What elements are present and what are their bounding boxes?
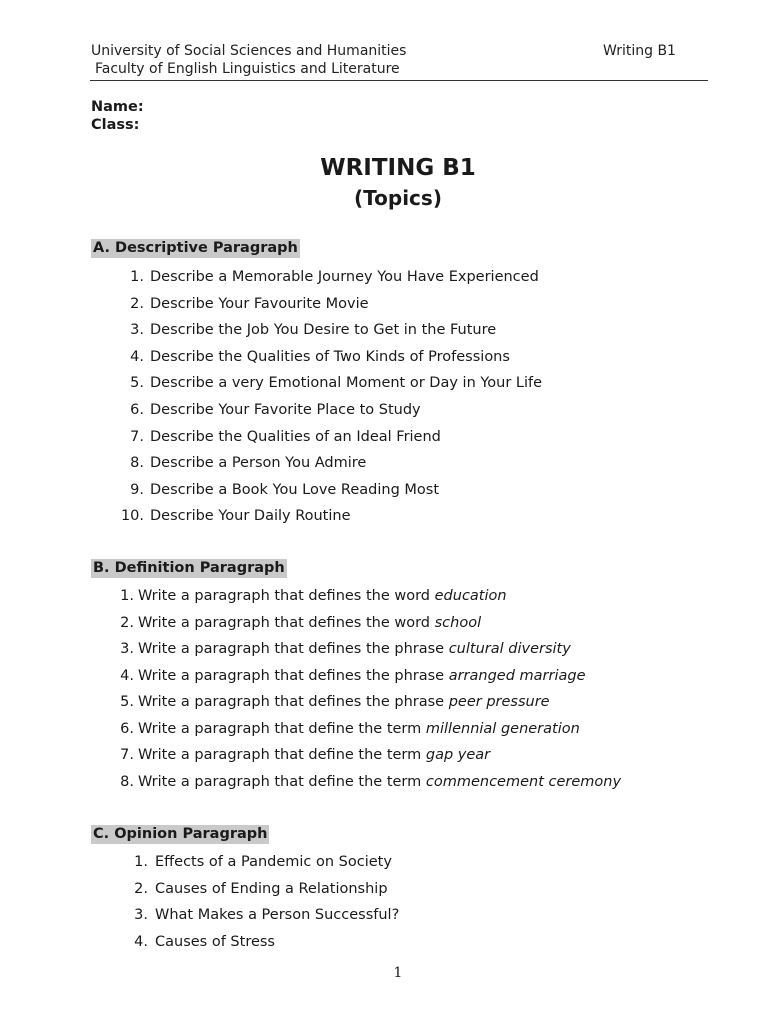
list-item-term: commencement ceremony bbox=[425, 773, 622, 790]
list-item bbox=[120, 295, 369, 313]
list-item bbox=[120, 507, 351, 525]
faculty-name: Faculty of English Linguistics and Literature bbox=[95, 61, 400, 77]
page-title: WRITING B1 bbox=[320, 155, 476, 181]
list-item-number: 4. bbox=[120, 667, 134, 684]
list-item-text: Describe a Memorable Journey You Have Experienced bbox=[150, 269, 539, 285]
list-item-text: Describe the Qualities of Two Kinds of Professions bbox=[150, 348, 510, 365]
list-item bbox=[120, 268, 539, 286]
list-item-text: Describe Your Favorite Place to Study bbox=[150, 402, 421, 418]
list-item-number: 8. bbox=[130, 455, 144, 472]
list-item-term: gap year bbox=[425, 747, 491, 763]
list-item-term: peer pressure bbox=[448, 694, 550, 710]
section-a-heading: A. Descriptive Paragraph bbox=[93, 240, 298, 256]
list-item-number: 1. bbox=[130, 269, 144, 285]
list-item-text: What Makes a Person Successful? bbox=[155, 907, 400, 923]
list-item-text: Write a paragraph that defines the phrase bbox=[138, 667, 449, 684]
list-item-number: 2. bbox=[130, 295, 144, 312]
list-item-number: 3. bbox=[130, 322, 144, 339]
list-item-number: 1. bbox=[134, 854, 148, 870]
list-item-text: Write a paragraph that defines the phrase bbox=[138, 641, 449, 657]
name-field-label: Name: bbox=[91, 99, 144, 115]
list-item-number: 6. bbox=[130, 402, 144, 418]
list-item bbox=[120, 401, 421, 419]
list-item bbox=[108, 667, 586, 685]
list-item-text: Effects of a Pandemic on Society bbox=[155, 854, 392, 870]
list-item bbox=[108, 720, 580, 738]
list-item-term: arranged marriage bbox=[448, 667, 586, 684]
list-item-text: Write a paragraph that defines the word bbox=[138, 614, 435, 631]
list-item bbox=[124, 933, 275, 951]
class-field-label: Class: bbox=[91, 117, 140, 133]
list-item-text: Write a paragraph that define the term bbox=[138, 720, 426, 737]
list-item bbox=[124, 906, 399, 924]
list-item-term: millennial generation bbox=[425, 720, 580, 737]
list-item-number: 1. bbox=[120, 588, 134, 604]
list-item-number: 5. bbox=[120, 694, 134, 710]
list-item-number: 7. bbox=[120, 747, 134, 763]
list-item bbox=[108, 693, 550, 711]
list-item bbox=[124, 880, 388, 898]
list-item-text: Describe the Qualities of an Ideal Friend bbox=[150, 428, 441, 445]
list-item bbox=[108, 746, 490, 764]
list-item-term: education bbox=[434, 588, 507, 604]
list-item bbox=[108, 614, 481, 632]
list-item-number: 8. bbox=[120, 773, 134, 790]
list-item-number: 6. bbox=[120, 720, 134, 737]
list-item-text: Describe Your Favourite Movie bbox=[150, 295, 369, 312]
list-item bbox=[108, 640, 571, 658]
list-item-number: 3. bbox=[134, 907, 148, 923]
list-item-text: Causes of Ending a Relationship bbox=[155, 880, 388, 897]
list-item-text: Write a paragraph that defines the phrase bbox=[138, 694, 449, 710]
list-item-term: school bbox=[434, 614, 482, 631]
list-item bbox=[120, 321, 496, 339]
list-item-number: 2. bbox=[120, 614, 134, 631]
list-item-text: Write a paragraph that defines the word bbox=[138, 588, 435, 604]
header-divider bbox=[90, 80, 708, 81]
list-item-number: 5. bbox=[130, 375, 144, 392]
list-item-text: Describe Your Daily Routine bbox=[150, 508, 351, 525]
university-name: University of Social Sciences and Humanities bbox=[91, 43, 407, 59]
list-item-text: Write a paragraph that define the term bbox=[138, 747, 426, 763]
list-item bbox=[120, 428, 441, 446]
list-item bbox=[108, 773, 621, 791]
list-item bbox=[108, 587, 507, 605]
list-item bbox=[124, 853, 392, 871]
course-name: Writing B1 bbox=[603, 43, 676, 59]
list-item-text: Write a paragraph that define the term bbox=[138, 773, 426, 790]
list-item bbox=[120, 454, 366, 472]
list-item-number: 7. bbox=[130, 428, 144, 445]
page-subtitle: (Topics) bbox=[354, 186, 442, 210]
list-item-number: 9. bbox=[130, 481, 144, 498]
section-b-heading: B. Definition Paragraph bbox=[93, 560, 285, 576]
list-item-number: 4. bbox=[134, 933, 148, 950]
list-item-number: 4. bbox=[130, 348, 144, 365]
list-item-text: Describe a very Emotional Moment or Day in Your Life bbox=[150, 375, 543, 392]
list-item-text: Describe the Job You Desire to Get in the Future bbox=[150, 322, 497, 339]
list-item-number: 3. bbox=[120, 641, 134, 657]
list-item-text: Causes of Stress bbox=[155, 933, 275, 950]
page-number: 1 bbox=[393, 965, 403, 981]
list-item bbox=[120, 481, 439, 499]
list-item-text: Describe a Person You Admire bbox=[150, 455, 367, 472]
list-item-number: 2. bbox=[134, 880, 148, 897]
section-c-heading: C. Opinion Paragraph bbox=[93, 826, 268, 842]
list-item-number: 10. bbox=[120, 508, 144, 525]
list-item bbox=[120, 348, 510, 366]
list-item-text: Describe a Book You Love Reading Most bbox=[150, 481, 440, 498]
list-item-term: cultural diversity bbox=[448, 641, 571, 657]
list-item bbox=[120, 374, 542, 392]
